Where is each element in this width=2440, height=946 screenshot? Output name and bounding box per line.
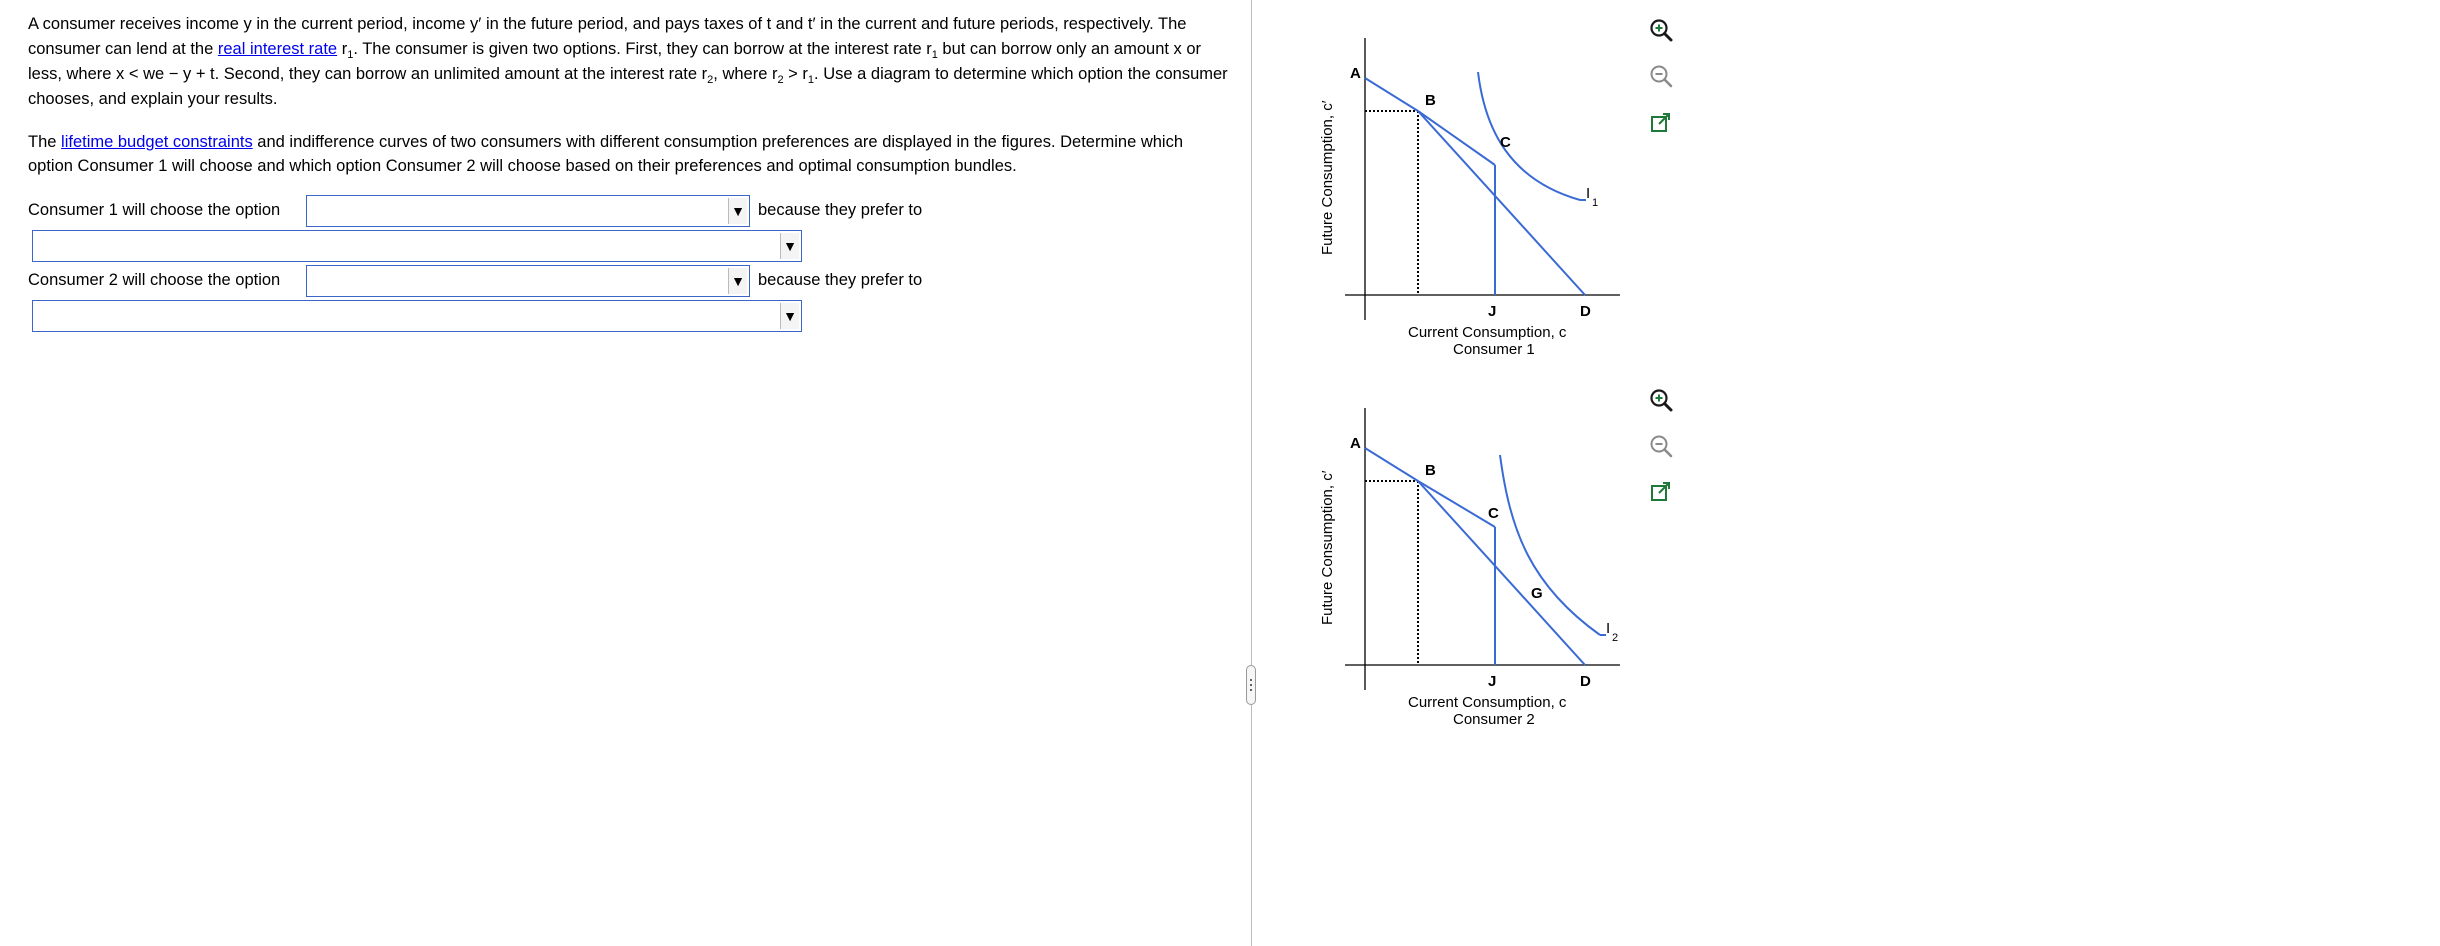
real-interest-rate-link[interactable]: real interest rate	[217, 40, 338, 58]
point-c-label: C	[1500, 134, 1511, 151]
point-c-label: C	[1488, 505, 1499, 522]
point-b-label: B	[1425, 462, 1436, 479]
consumer1-reason-select[interactable]	[32, 230, 802, 262]
point-d-label: D	[1580, 303, 1591, 320]
dropdown-arrow-icon[interactable]: ▼	[780, 303, 799, 329]
consumer2-graph	[1300, 390, 1680, 730]
point-g-label: G	[1531, 585, 1543, 602]
zoom-out-icon[interactable]	[1648, 433, 1674, 459]
pane-resize-handle[interactable]	[1246, 665, 1256, 705]
dropdown-arrow-icon[interactable]: ▼	[728, 268, 747, 294]
y-axis-label: Future Consumption, c′	[1319, 470, 1336, 625]
point-a-label: A	[1350, 435, 1361, 452]
question-text: but can borrow only an amount x or less, where x < we − y + t. Second, they can borrow an unlimited amount at the interest rate r	[28, 40, 1202, 83]
graph-caption: Consumer 2	[1453, 711, 1535, 728]
graph-caption: Consumer 1	[1453, 341, 1535, 358]
y-axis-label: Future Consumption, c′	[1319, 100, 1336, 255]
consumer2-reason-select[interactable]	[32, 300, 802, 332]
pane-divider	[1251, 0, 1252, 946]
consumer1-because-label: because they prefer to	[758, 201, 923, 219]
consumer2-option-select[interactable]	[306, 265, 750, 297]
point-a-label: A	[1350, 65, 1361, 82]
dropdown-arrow-icon[interactable]: ▼	[780, 233, 799, 259]
budget-segment-ab	[1365, 448, 1418, 481]
subscript: 2	[777, 74, 784, 86]
curve-label-i: I	[1606, 620, 1611, 637]
curve-label-i: I	[1586, 185, 1591, 202]
consumer1-graph	[1300, 20, 1680, 360]
subscript: 2	[707, 74, 714, 86]
question-text: > r	[783, 65, 808, 83]
popout-icon[interactable]	[1648, 110, 1674, 136]
budget-segment-bc	[1418, 111, 1495, 165]
lifetime-budget-constraints-link[interactable]: lifetime budget constraints	[61, 133, 253, 151]
dropdown-arrow-icon[interactable]: ▼	[728, 198, 747, 224]
question-paragraph-1	[28, 12, 1228, 112]
question-text: r	[337, 40, 348, 58]
question-text: . The consumer is given two options. First, they can borrow at the interest rate r	[353, 40, 932, 58]
question-text: , where r	[713, 65, 778, 83]
question-text: and indifference curves of two consumers with different consumption preferences are displayed in the figures. Determine which option Consumer 1 will choose and which option Consumer 2 will choose based on their preferences and optimal consumption bundles.	[28, 133, 1184, 175]
question-text: A consumer receives income y in the current period, income y′ in the future period, and pays taxes of t and t′ in the current and future periods, respectively. The consumer can lend at the	[28, 15, 1187, 58]
point-d-label: D	[1580, 673, 1591, 690]
point-b-label: B	[1425, 92, 1436, 109]
question-paragraph-2	[28, 130, 1228, 178]
budget-segment-bc	[1418, 481, 1495, 527]
subscript: 1	[807, 74, 815, 86]
consumer1-option-select[interactable]	[306, 195, 750, 227]
budget-segment-ab	[1365, 78, 1418, 111]
popout-icon[interactable]	[1648, 479, 1674, 505]
indifference-curve-i1	[1478, 72, 1580, 200]
consumer2-because-label: because they prefer to	[758, 271, 923, 289]
point-j-label: J	[1488, 303, 1497, 320]
x-axis-label: Current Consumption, c	[1408, 694, 1567, 711]
subscript: 1	[931, 49, 938, 61]
zoom-out-icon[interactable]	[1648, 63, 1674, 89]
question-text: . Use a diagram to determine which option the consumer chooses, and explain your results.	[28, 65, 1228, 108]
zoom-in-icon[interactable]	[1648, 17, 1674, 43]
consumer1-option-label: Consumer 1 will choose the option	[28, 201, 281, 219]
question-text: The	[28, 133, 62, 151]
consumer2-option-label: Consumer 2 will choose the option	[28, 271, 281, 289]
curve-label-sub: 2	[1612, 632, 1619, 644]
point-j-label: J	[1488, 673, 1497, 690]
zoom-in-icon[interactable]	[1648, 387, 1674, 413]
x-axis-label: Current Consumption, c	[1408, 324, 1567, 341]
budget-segment-bd	[1418, 481, 1585, 665]
indifference-curve-i2	[1500, 455, 1600, 635]
subscript: 1	[347, 49, 354, 61]
curve-label-sub: 1	[1592, 197, 1599, 209]
